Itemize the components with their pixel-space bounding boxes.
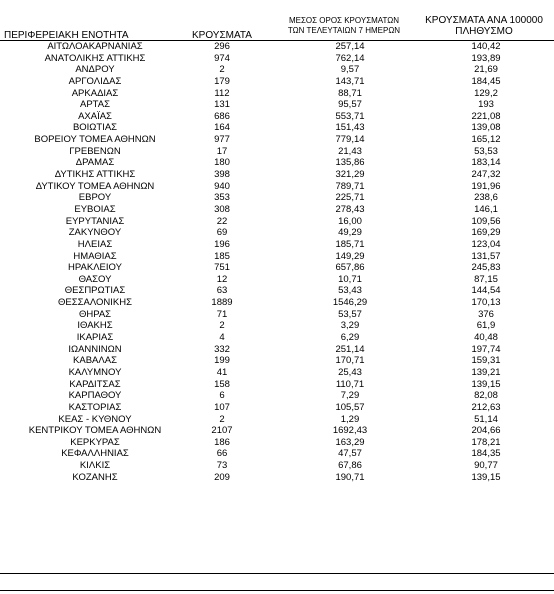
cases-cell: 332	[214, 343, 230, 355]
weekly-average-cell: 789,71	[335, 180, 365, 192]
table-row	[0, 157, 554, 169]
cases-cell: 977	[214, 134, 230, 146]
region-cell: ΘΕΣΣΑΛΟΝΙΚΗΣ	[58, 297, 132, 309]
weekly-average-cell: 190,71	[335, 471, 365, 483]
region-cell: ΚΑΛΥΜΝΟΥ	[68, 366, 122, 378]
region-cell: ΚΟΖΑΝΗΣ	[72, 471, 118, 483]
cases-cell: 180	[214, 157, 230, 169]
region-cell: ΙΩΑΝΝΙΝΩΝ	[68, 343, 122, 355]
cases-cell: 2	[219, 413, 225, 425]
cases-cell: 353	[214, 192, 230, 204]
cases-per-100000-cell: 183,14	[471, 157, 501, 169]
cases-per-100000-cell: 109,56	[471, 215, 501, 227]
cases-cell: 2107	[211, 425, 233, 437]
weekly-average-cell: 105,57	[335, 401, 365, 413]
header-weekly-average-line1: ΜΕΣΟΣ ΟΡΟΣ ΚΡΟΥΣΜΑΤΩΝ	[288, 16, 400, 25]
cases-cell: 751	[214, 262, 230, 274]
weekly-average-cell: 657,86	[335, 262, 365, 274]
weekly-average-cell: 25,43	[338, 366, 362, 378]
table-row	[0, 320, 554, 332]
table-row	[0, 192, 554, 204]
weekly-average-cell: 1692,43	[332, 425, 368, 437]
table-row	[0, 99, 554, 111]
cases-per-100000-cell: 139,21	[471, 366, 501, 378]
weekly-average-cell: 53,57	[338, 308, 362, 320]
weekly-average-cell: 251,14	[335, 343, 365, 355]
cases-cell: 2	[219, 64, 225, 76]
region-cell: ΕΥΡΥΤΑΝΙΑΣ	[65, 215, 125, 227]
cases-per-100000-cell: 170,13	[471, 297, 501, 309]
cases-per-100000-cell: 169,29	[471, 227, 501, 239]
cases-per-100000-cell: 61,9	[476, 320, 496, 332]
cases-cell: 164	[214, 122, 230, 134]
cases-per-100000-cell: 184,35	[471, 448, 501, 460]
cases-cell: 686	[214, 110, 230, 122]
region-cell: ΔΥΤΙΚΗΣ ΑΤΤΙΚΗΣ	[54, 169, 136, 181]
cases-cell: 2	[219, 320, 225, 332]
table-row	[0, 297, 554, 309]
cases-per-100000-cell: 193,89	[471, 52, 501, 64]
cases-cell: 12	[216, 273, 228, 285]
table-row	[0, 262, 554, 274]
cases-cell: 398	[214, 169, 230, 181]
table-row	[0, 379, 554, 391]
table-row	[0, 448, 554, 460]
region-cell: ΒΟΡΕΙΟΥ ΤΟΜΕΑ ΑΘΗΝΩΝ	[34, 134, 156, 146]
weekly-average-cell: 3,29	[340, 320, 360, 332]
cases-cell: 1889	[211, 297, 233, 309]
region-cell: ΑΝΑΤΟΛΙΚΗΣ ΑΤΤΙΚΗΣ	[44, 52, 146, 64]
region-cell: ΗΡΑΚΛΕΙΟΥ	[68, 262, 122, 274]
table-row	[0, 332, 554, 344]
cases-per-100000-cell: 191,96	[471, 180, 501, 192]
table-row	[0, 181, 554, 193]
weekly-average-cell: 21,43	[338, 145, 362, 157]
weekly-average-cell: 47,57	[338, 448, 362, 460]
header-cases-per-100000-line1: ΚΡΟΥΣΜΑΤΑ ΑΝΑ 100000	[425, 15, 543, 26]
cases-cell: 185	[214, 250, 230, 262]
cases-per-100000-cell: 139,08	[471, 122, 501, 134]
cases-per-100000-cell: 197,74	[471, 343, 501, 355]
weekly-average-cell: 1,29	[340, 413, 360, 425]
cases-cell: 131	[214, 99, 230, 111]
cases-cell: 66	[216, 448, 228, 460]
region-cell: ΚΑΣΤΟΡΙΑΣ	[68, 401, 122, 413]
cases-per-100000-cell: 140,42	[471, 41, 501, 52]
region-cell: ΒΟΙΩΤΙΑΣ	[72, 122, 118, 134]
header-weekly-average	[268, 16, 420, 36]
weekly-average-cell: 88,71	[338, 87, 362, 99]
weekly-average-cell: 225,71	[335, 192, 365, 204]
table-row	[0, 134, 554, 146]
table-row	[0, 146, 554, 158]
table-row	[0, 53, 554, 65]
region-cell: ΚΑΒΑΛΑΣ	[73, 355, 117, 367]
table-row	[0, 344, 554, 356]
cases-cell: 41	[216, 366, 228, 378]
region-cell: ΚΑΡΔΙΤΣΑΣ	[69, 378, 121, 390]
table-row	[0, 64, 554, 76]
cases-cell: 296	[214, 41, 230, 52]
cases-cell: 186	[214, 436, 230, 448]
weekly-average-cell: 53,43	[338, 285, 362, 297]
cases-per-100000-cell: 139,15	[471, 378, 501, 390]
cases-per-100000-cell: 159,31	[471, 355, 501, 367]
table-row	[0, 390, 554, 402]
weekly-average-cell: 185,71	[335, 238, 365, 250]
cases-cell: 4	[219, 332, 225, 344]
region-cell: ΚΙΛΚΙΣ	[79, 460, 111, 472]
region-cell: ΕΒΡΟΥ	[78, 192, 112, 204]
weekly-average-cell: 779,14	[335, 134, 365, 146]
cases-per-100000-cell: 82,08	[474, 390, 498, 402]
table-row	[0, 309, 554, 321]
cases-per-100000-cell: 87,15	[474, 273, 498, 285]
table-row	[0, 227, 554, 239]
table-row	[0, 367, 554, 379]
weekly-average-cell: 7,29	[340, 390, 360, 402]
region-cell: ΚΕΡΚΥΡΑΣ	[70, 436, 120, 448]
header-region: ΠΕΡΙΦΕΡΕΙΑΚΗ ΕΝΟΤΗΤΑ	[4, 30, 129, 41]
cases-per-100000-cell: 144,54	[471, 285, 501, 297]
region-cell: ΚΕΑΣ - ΚΥΘΝΟΥ	[58, 413, 132, 425]
cases-per-100000-cell: 139,15	[471, 471, 501, 483]
weekly-average-cell: 95,57	[338, 99, 362, 111]
weekly-average-cell: 151,43	[335, 122, 365, 134]
cases-per-100000-cell: 51,14	[474, 413, 498, 425]
cases-per-100000-cell: 165,12	[471, 134, 501, 146]
region-cell: ΙΘΑΚΗΣ	[77, 320, 113, 332]
cases-per-100000-cell: 146,1	[474, 203, 498, 215]
header-cases: ΚΡΟΥΣΜΑΤΑ	[192, 30, 252, 41]
weekly-average-cell: 278,43	[335, 203, 365, 215]
table-row	[0, 239, 554, 251]
weekly-average-cell: 10,71	[338, 273, 362, 285]
table-row	[0, 355, 554, 367]
header-weekly-average-line2: ΤΩΝ ΤΕΛΕΥΤΑΙΩΝ 7 ΗΜΕΡΩΝ	[287, 26, 401, 35]
cases-per-100000-cell: 131,57	[471, 250, 501, 262]
cases-cell: 22	[216, 215, 228, 227]
region-cell: ΘΕΣΠΡΩΤΙΑΣ	[64, 285, 126, 297]
cases-per-100000-cell: 247,32	[471, 169, 501, 181]
region-cell: ΚΕΝΤΡΙΚΟΥ ΤΟΜΕΑ ΑΘΗΝΩΝ	[28, 425, 162, 437]
table-row	[0, 274, 554, 286]
cases-per-100000-cell: 238,6	[474, 192, 498, 204]
region-cell: ΑΙΤΩΛΟΑΚΑΡΝΑΝΙΑΣ	[47, 41, 143, 52]
region-cell: ΗΜΑΘΙΑΣ	[73, 250, 117, 262]
table-row	[0, 216, 554, 228]
cases-per-100000-cell: 40,48	[474, 332, 498, 344]
region-cell: ΑΡΤΑΣ	[80, 99, 110, 111]
cases-cell: 6	[219, 390, 225, 402]
header-cases-per-100000	[414, 15, 554, 37]
table-row	[0, 76, 554, 88]
header-cases-per-100000-line2: ΠΛΗΘΥΣΜΟ	[455, 26, 513, 37]
cases-cell: 73	[216, 460, 228, 472]
weekly-average-cell: 149,29	[335, 250, 365, 262]
table-row	[0, 251, 554, 263]
region-cell: ΑΡΚΑΔΙΑΣ	[71, 87, 119, 99]
cases-cell: 308	[214, 203, 230, 215]
table-bottom-rule-second	[0, 590, 554, 591]
cases-cell: 158	[214, 378, 230, 390]
cases-cell: 107	[214, 401, 230, 413]
cases-per-100000-cell: 53,53	[474, 145, 498, 157]
weekly-average-cell: 49,29	[338, 227, 362, 239]
region-cell: ΓΡΕΒΕΝΩΝ	[69, 145, 121, 157]
table-row	[0, 122, 554, 134]
cases-cell: 940	[214, 180, 230, 192]
table-row	[0, 111, 554, 123]
weekly-average-cell: 257,14	[335, 41, 365, 52]
weekly-average-cell: 170,71	[335, 355, 365, 367]
table-row	[0, 437, 554, 449]
table-row	[0, 472, 554, 484]
cases-per-100000-cell: 221,08	[471, 110, 501, 122]
region-cell: ΔΥΤΙΚΟΥ ΤΟΜΕΑ ΑΘΗΝΩΝ	[35, 180, 155, 192]
weekly-average-cell: 110,71	[335, 378, 365, 390]
cases-per-100000-cell: 123,04	[471, 238, 501, 250]
weekly-average-cell: 9,57	[340, 64, 360, 76]
table-row	[0, 460, 554, 472]
cases-cell: 71	[216, 308, 228, 320]
table-row	[0, 414, 554, 426]
table-row	[0, 169, 554, 181]
cases-per-100000-cell: 129,2	[474, 87, 498, 99]
cases-cell: 17	[216, 145, 228, 157]
weekly-average-cell: 135,86	[335, 157, 365, 169]
cases-cell: 209	[214, 471, 230, 483]
cases-per-100000-cell: 184,45	[471, 75, 501, 87]
region-cell: ΚΑΡΠΑΘΟΥ	[68, 390, 122, 402]
table-body	[0, 41, 554, 483]
region-cell: ΑΡΓΟΛΙΔΑΣ	[68, 75, 122, 87]
region-cell: ΘΑΣΟΥ	[78, 273, 112, 285]
region-cell: ΕΥΒΟΙΑΣ	[74, 203, 116, 215]
cases-per-100000-cell: 193	[478, 99, 494, 111]
cases-cell: 974	[214, 52, 230, 64]
weekly-average-cell: 321,29	[335, 169, 365, 181]
cases-per-100000-cell: 245,83	[471, 262, 501, 274]
region-cell: ΑΧΑΪΑΣ	[78, 110, 112, 122]
cases-per-100000-cell: 212,63	[471, 401, 501, 413]
cases-cell: 69	[216, 227, 228, 239]
table-row	[0, 41, 554, 53]
cases-cell: 112	[214, 87, 230, 99]
cases-cell: 196	[214, 238, 230, 250]
table-row	[0, 88, 554, 100]
weekly-average-cell: 163,29	[335, 436, 365, 448]
weekly-average-cell: 1546,29	[332, 297, 368, 309]
table-bottom-rule	[0, 573, 554, 574]
table-row	[0, 204, 554, 216]
cases-cell: 63	[216, 285, 228, 297]
region-cell: ΙΚΑΡΙΑΣ	[76, 332, 114, 344]
cases-per-100000-cell: 90,77	[474, 460, 498, 472]
weekly-average-cell: 67,86	[338, 460, 362, 472]
region-cell: ΔΡΑΜΑΣ	[75, 157, 115, 169]
region-cell: ΚΕΦΑΛΛΗΝΙΑΣ	[61, 448, 129, 460]
cases-cell: 179	[214, 75, 230, 87]
region-cell: ΘΗΡΑΣ	[78, 308, 112, 320]
table-row	[0, 425, 554, 437]
weekly-average-cell: 143,71	[335, 75, 365, 87]
region-cell: ΑΝΔΡΟΥ	[75, 64, 115, 76]
weekly-average-cell: 16,00	[338, 215, 362, 227]
weekly-average-cell: 553,71	[335, 110, 365, 122]
weekly-average-cell: 762,14	[335, 52, 365, 64]
cases-per-100000-cell: 204,66	[471, 425, 501, 437]
table-row	[0, 285, 554, 297]
table-row	[0, 402, 554, 414]
cases-cell: 199	[214, 355, 230, 367]
cases-per-100000-cell: 376	[478, 308, 494, 320]
cases-per-100000-cell: 178,21	[471, 436, 501, 448]
cases-per-100000-cell: 21,69	[474, 64, 498, 76]
weekly-average-cell: 6,29	[340, 332, 360, 344]
region-cell: ΖΑΚΥΝΘΟΥ	[68, 227, 122, 239]
region-cell: ΗΛΕΙΑΣ	[77, 238, 113, 250]
